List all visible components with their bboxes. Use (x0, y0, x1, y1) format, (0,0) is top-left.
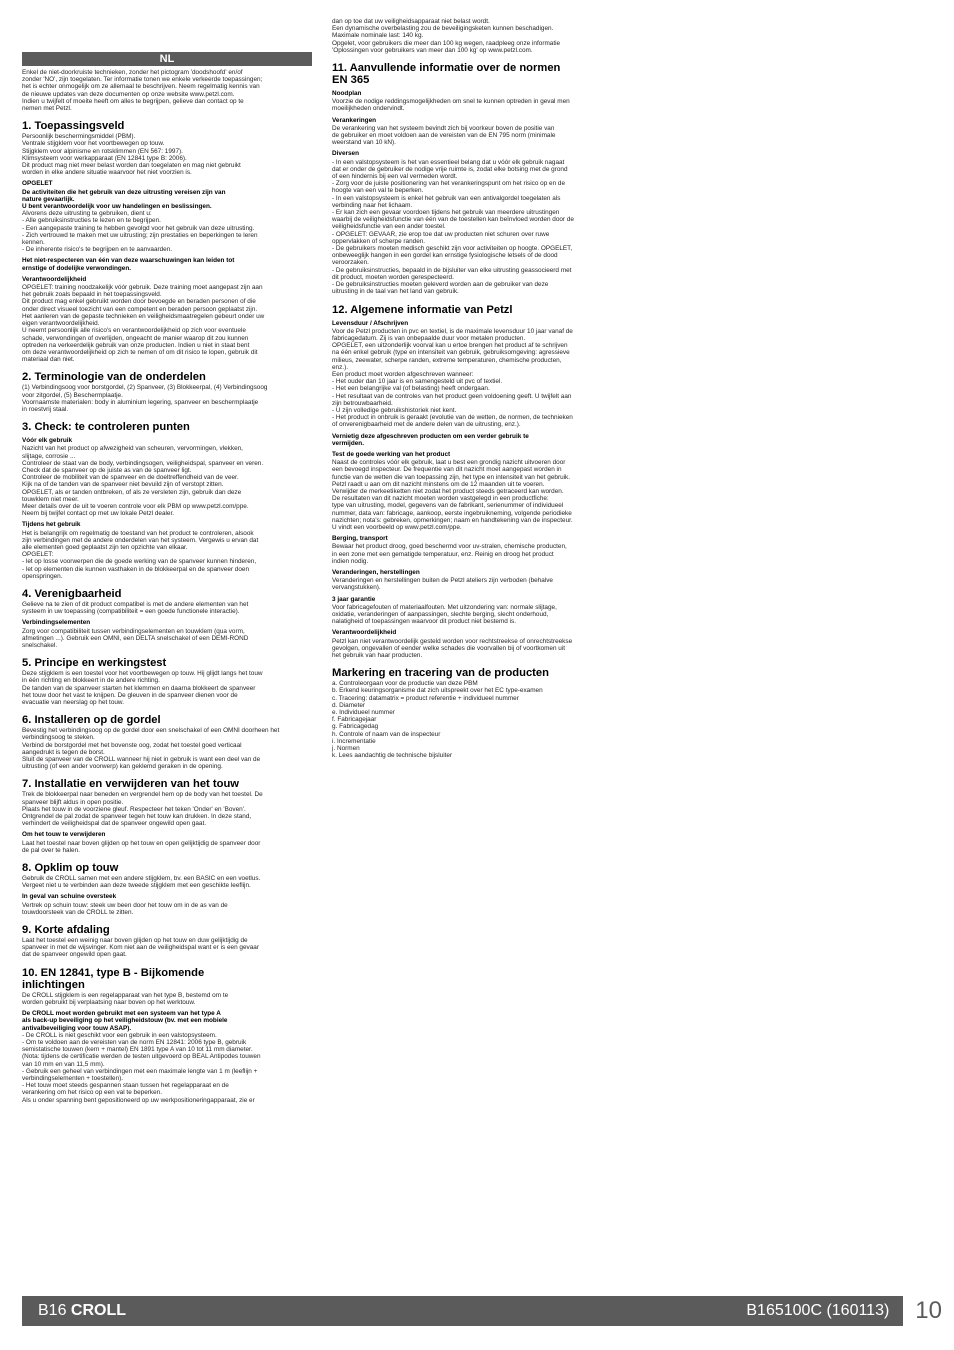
paragraph: Enkel de niet-doorkruiste technieken, zonder het pictogram 'doodshoofd' en/of zonder 'NO', zijn toegelaten. Ter informatie tonen we enkele verkeerde toepassingen; het is echter onmogelijk om ze allemaal te beschrijven. Neem regelmatig kennis van de nieuwe updates van deze documenten op onze website www.petzl.com. Indien u twijfelt of moeite heeft om alles te begrijpen, gelieve dan contact op te nemen met Petzl. (22, 69, 263, 113)
section-heading: 11. Aanvullende informatie over de normen EN 365 (332, 62, 561, 87)
subheading: Berging, transport (332, 535, 388, 543)
section-heading: 6. Installeren op de gordel (22, 714, 161, 727)
paragraph: Vertrek op schuin touw: steek uw been door het touw om in de as van de touwdoorsteek van de CROLL te zitten. (22, 901, 228, 916)
subheading: OPGELET (22, 180, 53, 188)
section-heading: 10. EN 12841, type B - Bijkomende inlichtingen (22, 966, 205, 991)
subheading: Noodplan (332, 90, 362, 98)
right-column (332, 18, 622, 759)
section-heading: 8. Opklim op touw (22, 862, 119, 875)
footer-product (38, 1302, 126, 1320)
paragraph: Persoonlijk beschermingsmiddel (PBM). Ventrale stijgklem voor het voortbewegen op touw. Stijgklem voor alpinisme en rotsklimmen (EN 567: 1997). Klimsysteem voor werkapparaat (EN 12841 type B: 2006). Dit product mag niet meer belast worden dan toegelaten en mag niet gebruikt worden in elke andere situatie waarvoor het niet voorzien is. (22, 133, 241, 177)
subheading: Om het touw te verwijderen (22, 831, 106, 839)
section-heading: Markering en tracering van de producten (332, 667, 549, 680)
subheading: Verankeringen (332, 116, 377, 124)
page-number: 10 (903, 1296, 952, 1326)
paragraph: - De CROLL is niet geschikt voor een gebruik in een valstopsysteem. - Om te voldoen aan de vereisten van de norm EN 12841: 2006 type B, gebruik semistatische touwen (kern + mantel) EN 1891 type A van 10 tot 11 mm diameter. (Nota: tijdens de certificatie werden de testen uitgevoerd op BEAL Antipodes touwen van 10 mm en van 11,5 mm). - Gebruik een geheel van verbindingen met een maximale lengte van 1 m (leeflijn + verbindingselementen + toestellen). - Het touw moet steeds gespannen staan tussen het regelapparaat en de verankering om het risico op een val te beperken. Als u onder spanning bent gepositioneerd op uw werkpositioneringapparaat, zie er (22, 1031, 261, 1104)
paragraph: Naast de controles vóór elk gebruik, laat u best een grondig nazicht uitvoeren door een bevoegd inspecteur. De frequentie van dit nazicht moet aangepast worden in functie van de wetten die van toepassing zijn, het type en intensiteit van het gebruik. Petzl raadt u aan om dit nazicht minstens om de 12 maanden uit te voeren. Verwijder de merkeetiketten niet zodat het product steeds getraceerd kan worden. De resultaten van dit nazicht moeten worden vastgelegd in een productfiche: type van uitrusting, model, gegevens van de fabrikant, serienummer of individueel nummer, data van: fabricage, aankoop, eerste ingebruikneming, volgende periodieke nazichten; nota's: gebreken, opmerkingen; naam en handtekening van de inspecteur. U vindt een voorbeeld op www.petzl.com/ppe. (332, 459, 573, 531)
paragraph: Gelieve na te zien of dit product compatibel is met de andere elementen van het systeem in uw toepassing (compatibiliteit = een goede functionele interactie). (22, 600, 249, 616)
paragraph: De CROLL stijgklem is een regelapparaat van het type B, bestemd om te worden gebruikt bij verplaatsing naar boven op het werktouw. (22, 991, 229, 1006)
section-heading: 1. Toepassingsveld (22, 120, 125, 133)
footer-reference: B165100C (160113) (746, 1302, 890, 1319)
paragraph: Zorg voor compatibiliteit tussen verbindingselementen en touwklem (qua vorm, afmetingen ...). Gebruik een OMNI, een DELTA snelschakel of een DEMI-ROND snelschakel. (22, 627, 249, 649)
section-heading: 12. Algemene informatie van Petzl (332, 303, 513, 316)
paragraph: Veranderingen en herstellingen buiten de Petzl ateliers zijn verboden (behalve vervangstukken). (332, 577, 553, 592)
section-heading: 3. Check: te controleren punten (22, 421, 190, 434)
paragraph: (1) Verbindingsoog voor borstgordel, (2) Spanveer, (3) Blokkeerpal, (4) Verbindingsoog voor zitgordel, (5) Beschermplaatje. Voornaamste materialen: body in aluminium legering, spanveer en beschermplaatje in roestvrij staal. (22, 384, 268, 413)
subheading: Levensduur / Afschrijven (332, 319, 409, 327)
footer-model: CROLL (70, 1302, 127, 1319)
footer-code: B16 (38, 1302, 67, 1319)
subheading: In geval van schuine oversteek (22, 893, 117, 901)
paragraph: Voor de Petzl producten in pvc en textiel, is de maximale levensduur 10 jaar vanaf de fabricagedatum. Zij is van onbepaalde duur voor metalen producten. OPGELET, een uitzonderlijk voorval kan u ertoe brengen het product af te schrijven na één enkel gebruik (type en intensiteit van gebruik, gebruiksomgeving: agressieve milieus, zeewater, scherpe randen, extreme temperaturen, chemische producten, enz.). Een product moet worden afgeschreven wanneer: - Het ouder dan 10 jaar is en samengesteld uit pvc of textiel. - Het een belangrijke val (of belasting) heeft ondergaan. - Het resultaat van de controles van het product geen voldoening geeft. U twijfelt aan zijn betrouwbaarheid. - U zijn volledige gebruikshistoriek niet kent. - Het product in onbruik is geraakt (evolutie van de wetten, de normen, de technieken of onverenigbaarheid met de andere delen van de uitrusting, enz.). (332, 327, 573, 429)
paragraph: - In een valstopsysteem is het van essentieel belang dat u vóór elk gebruik nagaat dat er onder de gebruiker de nodige vrije ruimte is, zodat elke botsing met de grond of een hindernis bij een val vermeden wordt. - Zorg voor de juiste positionering van het verankeringspunt om het risico op en de hoogte van een val te beperken. - In een valstopsysteem is enkel het gebruik van een antivalgordel toegelaten als verbinding naar het lichaam. - Er kan zich een gevaar voordoen tijdens het gebruik van meerdere uitrustingen waarbij de veiligheidsfunctie van één van de toestellen kan beïnvloed worden door de veiligheidsfunctie van een ander toestel. - OPGELET: GEVAAR, zie erop toe dat uw producten niet schuren over ruwe oppervlakken of scherpe randen. - De gebruikers moeten medisch geschikt zijn voor activiteiten op hoogte. OPGELET, onbeweeglijk hangen in een gordel kan ernstige fysiologische letsels of de dood veroorzaken. - De gebruiksinstructies, bepaald in de bijsluiter van elke uitrusting geassocieerd met dit product, moeten worden gerespecteerd. - De gebruiksinstructies moeten geleverd worden aan de gebruiker van deze uitrusting in de taal van het land van gebruik. (332, 158, 574, 296)
footer-bar (22, 1296, 952, 1326)
subheading: Vóór elk gebruik (22, 437, 73, 445)
section-heading: 7. Installatie en verwijderen van het touw (22, 778, 239, 791)
subheading: Diversen (332, 150, 359, 158)
paragraph: Laat het toestel een weinig naar boven glijden op het touw en duw gelijktijdig de spanveer in met de wijsvinger. Kom niet aan de veiligheidspal want er is een gevaar dat de spanveer ongewild open gaat. (22, 937, 259, 959)
paragraph: Gebruik de CROLL samen met een andere stijgklem, bv. een BASIC en een voetlus. Vergeet niet u te verbinden aan deze tweede stijgklem met een geschikte leeflijn. (22, 875, 261, 890)
paragraph: Bewaar het product droog, goed beschermd voor uv-stralen, chemische producten, in een zone met een gematigde temperatuur, enz. Reinig en droog het product indien nodig. (332, 543, 567, 565)
paragraph: Bevestig het verbindingsoog op de gordel door een snelschakel of een OMNI doorheen het verbindingsoog te steken. Verbind de borstgordel met het bovenste oog, zodat het toestel goed verticaal aangedrukt is tegen de borst. Sluit de spanveer van de CROLL wanneer hij niet in gebruik is want een deel van de uitrusting (of een ander voorwerp) kan geklemd geraken in de opening. (22, 727, 280, 771)
subheading: Test de goede werking van het product (332, 450, 451, 458)
subheading: Verantwoordelijkheid (22, 275, 87, 283)
section-heading: 2. Terminologie van de onderdelen (22, 371, 206, 384)
paragraph: Trek de blokkeerpal naar beneden en vergrendel hem op de body van het toestel. De spanveer blijft aldus in open positie. Plaats het touw in de voorziene gleuf. Respecteer het teken 'Onder' en 'Boven'. Ontgrendel de pal zodat de spanveer tegen het touw kan drukken. In deze stand, verhindert de veiligheidspal dat de spanveer ongewild open gaat. (22, 791, 263, 828)
warning-paragraph: Vernietig deze afgeschreven producten om een verder gebruik te vermijden. (332, 432, 529, 447)
section-heading: 5. Principe en werkingstest (22, 657, 167, 670)
subheading: Tijdens het gebruik (22, 521, 81, 529)
paragraph: Alvorens deze uitrusting te gebruiken, dient u: - Alle gebruiksinstructies te lezen en te begrijpen. - Een aangepaste training te hebben gevolgd voor het gebruik van deze uitrusting. - Zich vertrouwd te maken met uw uitrusting; zijn prestaties en beperkingen te leren kennen. - De inherente risico's te begrijpen en te aanvaarden. (22, 210, 258, 254)
paragraph: Petzl kan niet verantwoordelijk gesteld worden voor rechtstreekse of onrechtstreekse gevolgen, ongevallen of eender welke schades die voorvallen bij of voortkomen uit het gebruik van haar producten. (332, 637, 573, 660)
subheading: Verbindingselementen (22, 619, 91, 627)
subheading: Verantwoordelijkheid (332, 629, 397, 637)
warning-paragraph: De activiteiten die het gebruik van deze uitrusting vereisen zijn van nature gevaarlijk. U bent verantwoordelijk voor uw handelingen en beslissingen. (22, 188, 226, 211)
warning-paragraph: Het niet-respecteren van één van deze waarschuwingen kan leiden tot ernstige of dodelijke verwondingen. (22, 257, 235, 272)
subheading: Veranderingen, herstellingen (332, 569, 420, 576)
right-column-content (332, 18, 622, 759)
language-bar: NL (22, 52, 312, 66)
paragraph: dan op toe dat uw veiligheidsapparaat niet belast wordt. Een dynamische overbelasting zou de beveiligingsketen kunnen beschadigen. Maximale nominale last: 140 kg. Opgelet, voor gebruikers die meer dan 100 kg wegen, raadpleeg onze informatie 'Oplossingen voor gebruikers van meer dan 100 kg' op www.petzl.com. (332, 18, 561, 54)
paragraph: Voor fabricagefouten of materiaalfouten. Met uitzondering van: normale slijtage, oxidatie, veranderingen of aanpassingen, slechte berging, slecht onderhoud, nalatigheid of toepassingen waarvoor dit product niet bestemd is. (332, 603, 557, 626)
section-heading: 9. Korte afdaling (22, 924, 110, 937)
section-heading: 4. Verenigbaarheid (22, 587, 122, 600)
left-column (22, 18, 312, 1104)
paragraph: Deze stijgklem is een toestel voor het voortbewegen op touw. Hij glijdt langs het touw in één richting en blokkeert in de andere richting. De tanden van de spanveer starten het klemmen en daarna blokkeert de spanveer het touw door het vast te knijpen. De gleuven in de spanveer dienen voor de evacuatie van neerslag op het touw. (22, 670, 263, 707)
paragraph: Laat het toestel naar boven glijden op het touw en open gelijktijdig de spanveer door de pal over te halen. (22, 839, 261, 854)
paragraph: De verankering van het systeem bevindt zich bij voorkeur boven de positie van de gebruiker en moet voldoen aan de vereisten van de EN 795 norm (minimale weerstand van 10 kN). (332, 124, 556, 147)
paragraph: OPGELET: training noodzakelijk vóór gebruik. Deze training moet aangepast zijn aan het gebruik zoals bepaald in het toepassingsveld. Dit product mag enkel gebruikt worden door bevoegde en beraden personen of die onder direct visueel toezicht van een competent en beraden persoon geplaatst zijn. Het aanleren van de gepaste technieken en veiligheidsmaatregelen gebeurt onder uw eigen verantwoordelijkheid. U neemt persoonlijk alle risico's en verantwoordelijkheid op zich voor eventuele schade, verwondingen of overlijden, ongeacht de manier waarop dit zou kunnen optreden na verkeerdelijk gebruik van onze producten. Indien u niet in staat bent om deze verantwoordelijkheid op zich te nemen of om dit risico te lopen, gebruik dit materiaal dan niet. (22, 284, 265, 364)
paragraph: Het is belangrijk om regelmatig de toestand van het product te controleren, alsook zijn verbindingen met de andere onderdelen van het systeem. Vergewis u ervan dat alle elementen goed geplaatst zijn ten opzichte van elkaar. OPGELET: - let op losse voorwerpen die de goede werking van de spanveer kunnen hinderen, - let op elementen die kunnen vasthaken in de blokkeerpal en de spanveer doen openspringen. (22, 529, 259, 580)
subheading: 3 jaar garantie (332, 595, 376, 603)
paragraph: Voorzie de nodige reddingsmogelijkheden om snel te kunnen optreden in geval men moeilijkheden ondervindt. (332, 98, 570, 113)
paragraph: Nazicht van het product op afwezigheid van scheuren, vervormingen, vlekken, slijtage, corrosie ... Controleer de staat van de body, verbindingsogen, veiligheidspal, spanveer en veren. Check dat de spanveer op de juiste as van de spanveer ligt. Controleer de mobiliteit van de spanveer en de doeltreffendheid van de veer. Kijk na of de tanden van de spanveer niet bevuild zijn of verstopt zitten. OPGELET, als er tanden ontbreken, of als ze versleten zijn, gebruik dan deze touwklem niet meer. Meer details over de uit te voeren controle voor elk PBM op www.petzl.com/ppe. Neem bij twijfel contact op met uw lokale Petzl dealer. (22, 445, 264, 518)
left-column-content (22, 69, 312, 1104)
paragraph: a. Controleorgaan voor de productie van deze PBM b. Erkend keuringsorganisme dat zich uitspreekt over het EC type-examen c. Tracering: datamatrix = product referentie + individueel nummer d. Diameter e. Individueel nummer f. Fabricagejaar g. Fabricagedag h. Controle of naam van de inspecteur i. Incrementatie j. Normen k. Lees aandachtig de technische bijsluiter (332, 680, 543, 760)
warning-paragraph: De CROLL moet worden gebruikt met een systeem van het type A als back-up beveiliging op het veiligheidstouw (bv. met een mobiele antivalbeveiliging voor touw ASAP). (22, 1010, 228, 1032)
